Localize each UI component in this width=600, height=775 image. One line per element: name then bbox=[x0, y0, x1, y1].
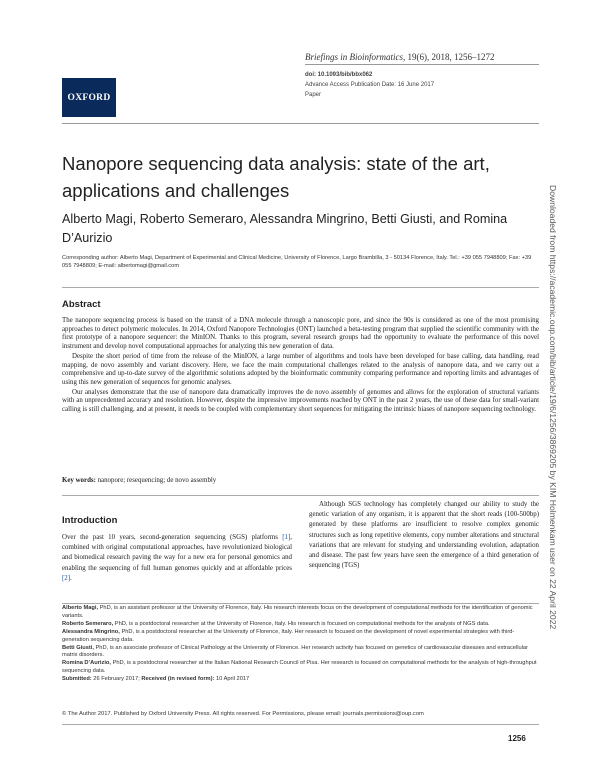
bios-rule bbox=[62, 603, 539, 604]
footer-rule bbox=[62, 724, 539, 725]
advance-access-date: Advance Access Publication Date: 16 June 2017 bbox=[305, 82, 435, 88]
abstract-body bbox=[62, 317, 539, 415]
copyright-notice: © The Author 2017. Published by Oxford University Press. All rights reserved. For Permissions, please email: journals.permissions@oup.com bbox=[62, 711, 424, 717]
download-watermark: Downloaded from https://academic.oup.com/bib/article/19/6/1256/3869205 by KIM Holmenkam user on 22 April 2022 bbox=[548, 185, 558, 630]
page-number: 1256 bbox=[508, 734, 526, 743]
abstract-top-rule bbox=[62, 287, 539, 288]
article-type: Paper bbox=[305, 92, 322, 98]
introduction-heading: Introduction bbox=[62, 515, 118, 526]
header-divider bbox=[305, 64, 539, 65]
header-rule bbox=[62, 123, 539, 124]
keywords-text: nanopore; resequencing; de novo assembly bbox=[97, 477, 217, 484]
abstract-bottom-rule bbox=[62, 495, 539, 496]
author-bio: Betti Giusti, PhD, is an associate professor of Clinical Pathology at the University of Florence. Her research activity has focused on genetics of cardiovascular diseases and extracellular matrix disorders. bbox=[62, 644, 528, 659]
abstract-paragraph: The nanopore sequencing process is based on the transit of a DNA molecule through a nanoscopic pore, and since the 90s is considered as one of the most promising approaches to detect polymeric molecules. In 2014, Oxford Nanopore Technologies (ONT) launched a beta-testing program that supplied the scientific community with the first prototype of a nanopore sequencer: the MinION. Thanks to this program, several research groups had the opportunity to evaluate the performance of this novel instrument and develop novel computational approaches for analyzing this new generation of data. bbox=[62, 317, 539, 351]
author-bio: Alberto Magi, PhD, is an assistant professor at the University of Florence, Italy. His research interests focus on the development of computational methods for the identification of genomic variants. bbox=[62, 605, 533, 619]
abstract-heading: Abstract bbox=[62, 299, 101, 310]
keywords bbox=[62, 477, 539, 484]
author-bio: Romina D’Aurizio, PhD, is a postdoctoral researcher at the Italian National Research Council of Pisa. Her research is focused on computational methods for the analysis of high-throughput sequencing data. bbox=[62, 660, 537, 675]
author-bios bbox=[62, 605, 539, 684]
journal-volume: 19(6), 2018, 1256–1272 bbox=[407, 52, 495, 62]
author-bio: Alessandra Mingrino, PhD, is a postdoctoral researcher at the University of Florence, Italy. Her research is focused on the development of novel experimental strategies with third-generation sequencing data. bbox=[62, 628, 515, 643]
citation-link[interactable]: [2] bbox=[62, 574, 71, 582]
corresponding-author: Corresponding author: Alberto Magi, Department of Experimental and Clinical Medicine, University of Florence, Largo Brambilla, 3 - 50134 Florence, Italy. Tel.: +39 055 7948809; Fax: +39 055 7948809; E-mail: albertomagi@gmail.com bbox=[62, 255, 532, 270]
journal-name: Briefings in Bioinformatics, bbox=[305, 52, 406, 62]
author-list: Alberto Magi, Roberto Semeraro, Alessandra Mingrino, Betti Giusti, and Romina D’Aurizio bbox=[62, 212, 508, 245]
citation-link[interactable]: [1] bbox=[282, 534, 291, 541]
doi[interactable]: doi: 10.1093/bib/bbx062 bbox=[305, 72, 373, 78]
journal-citation bbox=[305, 52, 495, 62]
abstract-paragraph: Despite the short period of time from the release of the MinION, a large number of algorithms and tools have been developed for base calling, data handling, read mapping, de novo assembly and variant discovery. Here, we face the main computational challenges related to the analysis of nanopore data, and we carry out a comprehensive and up-to-date survey of the algorithmic solutions adopted by the bioinformatic community comparing performance and reporting limits and advantages of using this new generation of sequences for genomic analyses. bbox=[62, 352, 539, 386]
abstract-paragraph: Our analyses demonstrate that the use of nanopore data dramatically improves the de novo assembly of genomes and allows for the exploration of structural variants with an unprecedented accuracy and resolution. However, despite the impressive improvements reached by ONT in the past 2 years, the use of these data for small-variant calling is still challenging, and at present, it needs to be coupled with complementary short sequences for mitigating the intrinsic biases of nanopore sequencing technology. bbox=[62, 388, 539, 414]
introduction-text: Over the past 10 years, second-generation sequencing (SGS) platforms [1], combined with original computational approaches, have revolutionized biological and biomedical research paving the way for a new era for personal genomics and enabling the sequencing of full human genomes quickly and at affordable prices [2]. bbox=[62, 534, 292, 582]
article-title: Nanopore sequencing data analysis: state of the art, applications and challenges bbox=[62, 153, 490, 201]
submission-dates: Submitted: 26 February 2017; Received (in revised form): 10 April 2017 bbox=[62, 676, 250, 683]
keywords-label: Key words: bbox=[62, 477, 96, 484]
oxford-logo: OXFORD bbox=[62, 78, 116, 117]
right-column-text: Although SGS technology has completely changed our ability to study the genetic variation of any organism, it is apparent that the short reads (100-500bp) generated by these platforms are insufficient to resolve complex genomic structures such as long repetitive elements, copy number alterations and structural variations that are relevant for studying and understanding evolution, adaptation and disease. The past few years have seen the emergence of a third generation of sequencing (TGS) bbox=[309, 501, 539, 570]
author-bio: Roberto Semeraro, PhD, is a postdoctoral researcher at the University of Florence, Italy. His research is focused on computational methods for the analysis of NGS data. bbox=[62, 620, 490, 627]
